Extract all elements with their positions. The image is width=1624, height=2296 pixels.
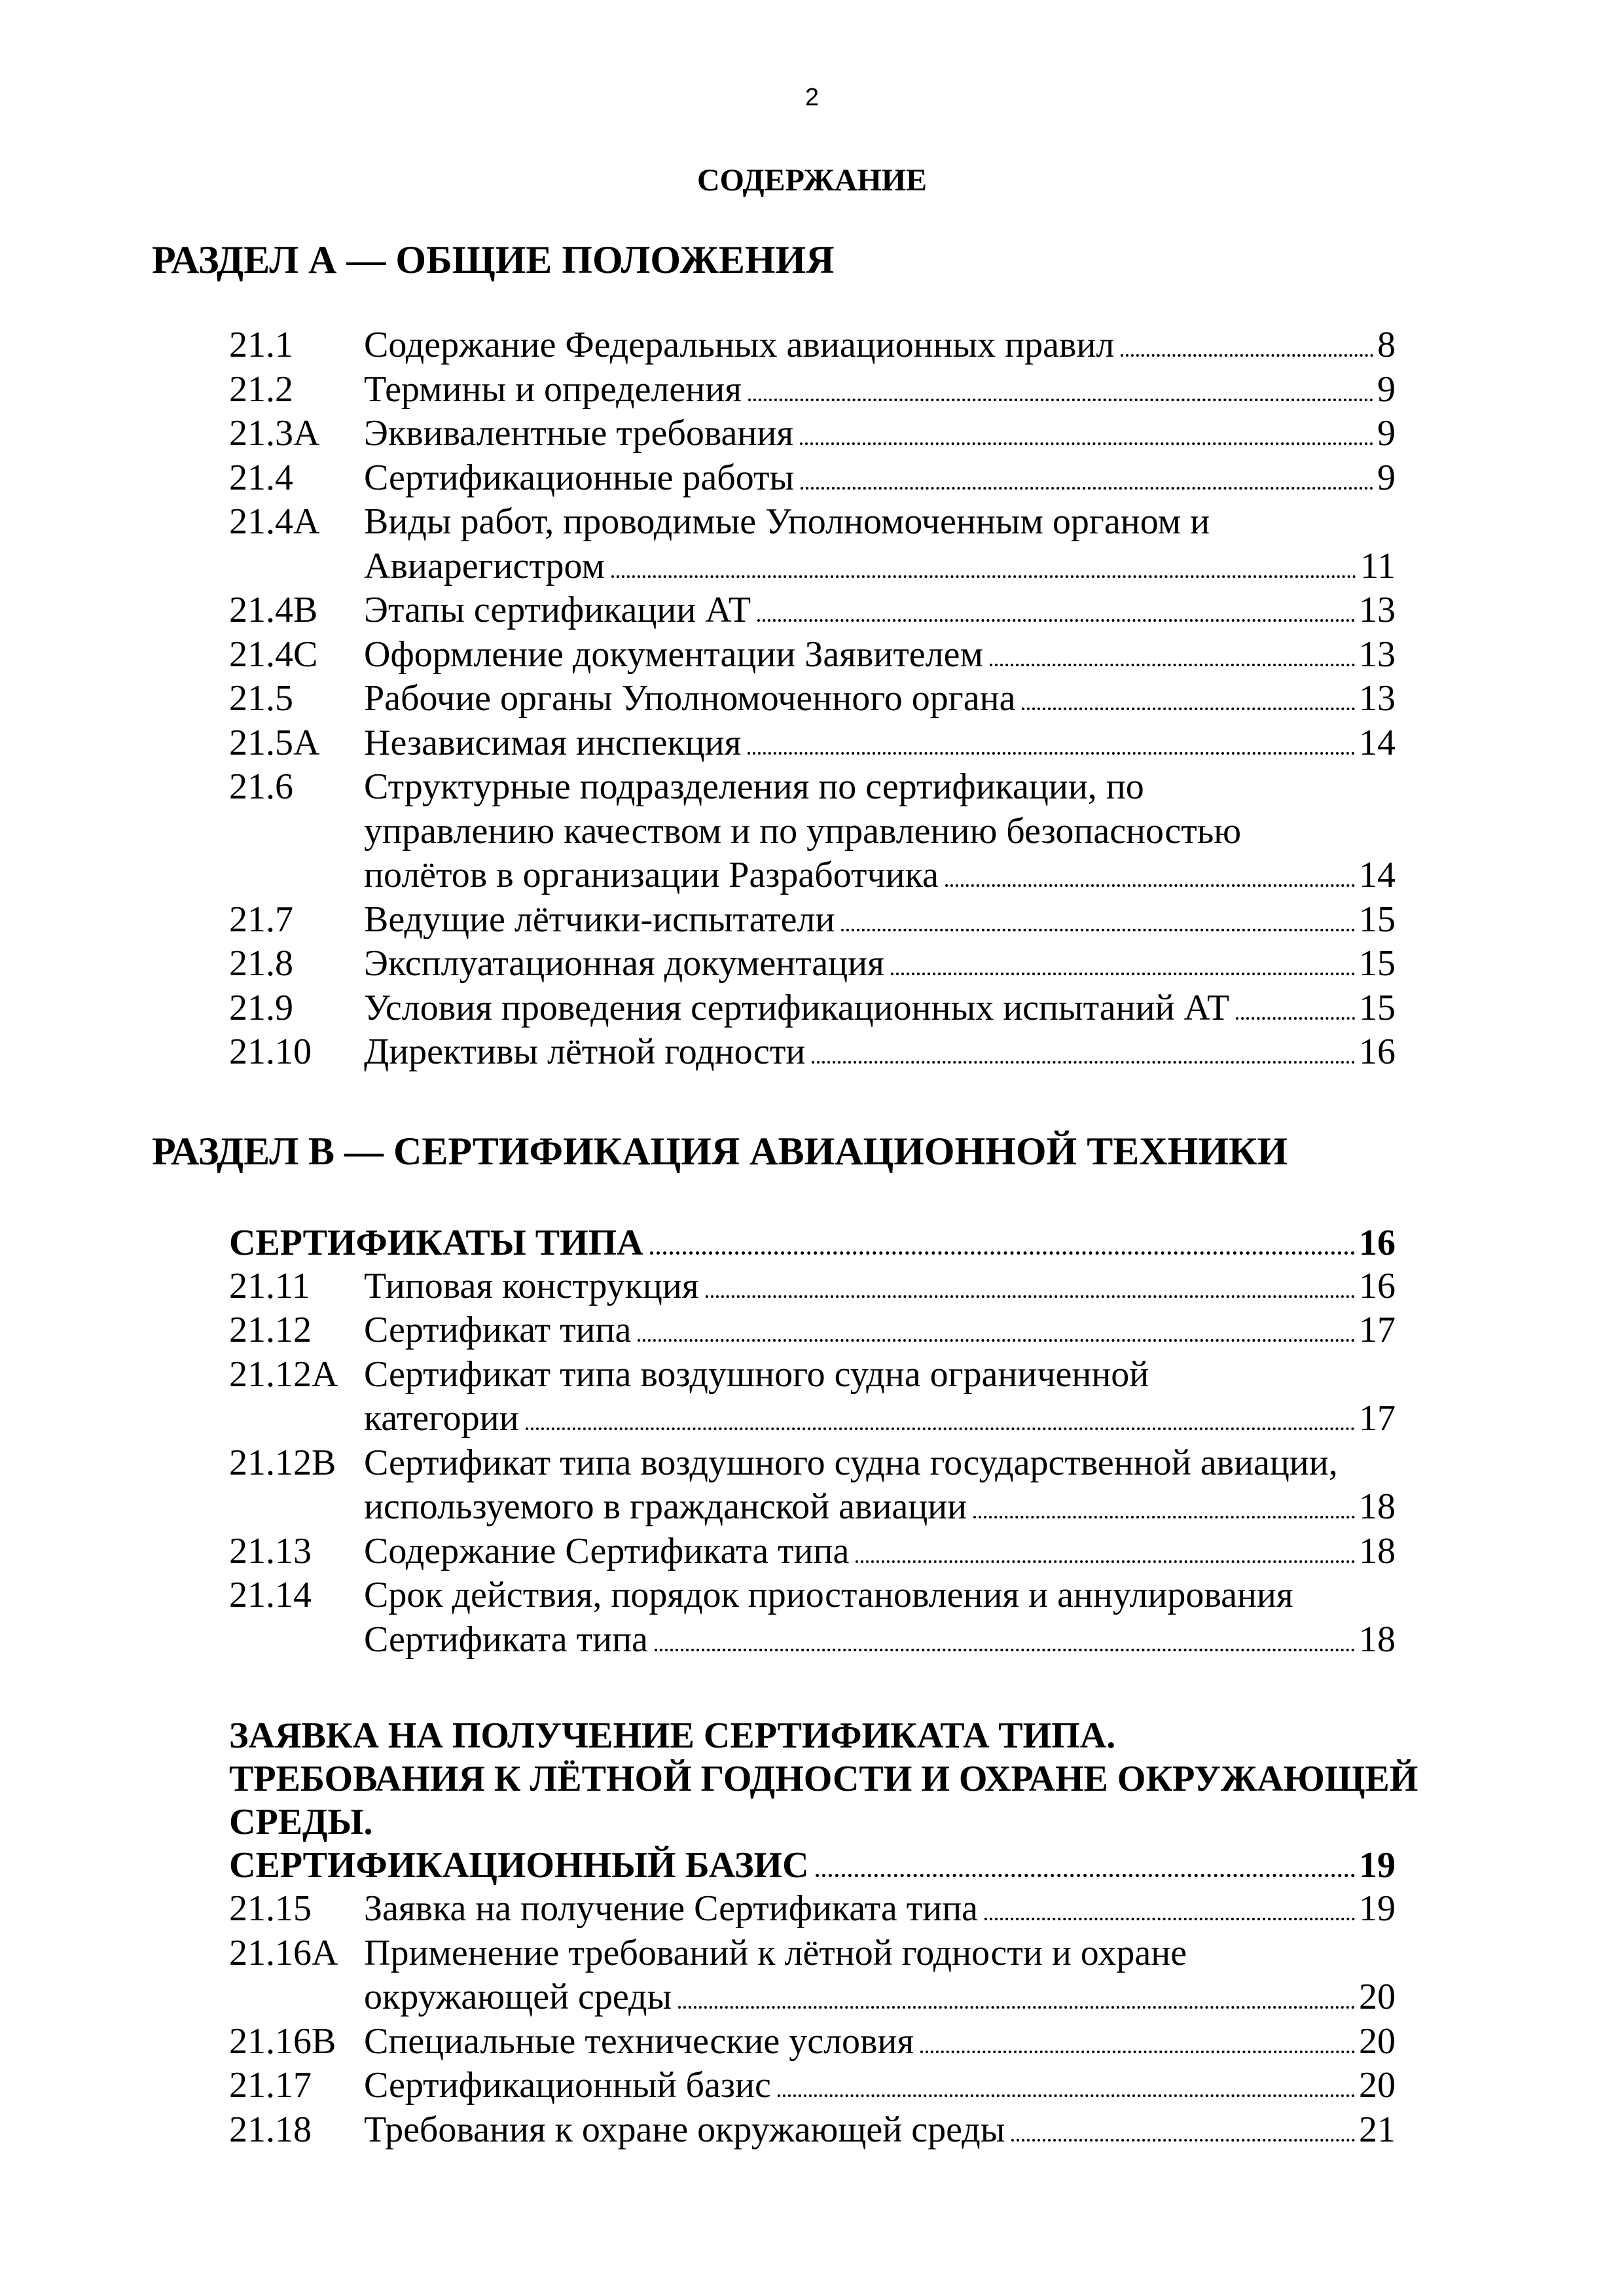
page-ref: 16 xyxy=(1359,1222,1396,1263)
group-heading-text: СРЕДЫ. xyxy=(229,1802,373,1842)
entry-line xyxy=(364,677,1396,721)
table-of-contents xyxy=(0,236,1624,2152)
entry-number: 21.16B xyxy=(229,2020,336,2062)
entry-body xyxy=(364,1887,1396,1931)
entry-number: 21.10 xyxy=(229,1031,312,1072)
dot-leader xyxy=(655,1649,1355,1651)
entry-number: 21.5A xyxy=(229,722,320,763)
entry-body xyxy=(364,1441,1396,1530)
entry-number: 21.6 xyxy=(229,766,293,807)
dot-leader xyxy=(801,487,1373,490)
page-ref: 15 xyxy=(1359,899,1396,940)
entry-title: Сертификат типа xyxy=(364,1310,632,1350)
dot-leader xyxy=(1022,708,1355,710)
group-heading-text: СЕРТИФИКАЦИОННЫЙ БАЗИС xyxy=(229,1845,809,1886)
entry-title: Содержание Сертификата типа xyxy=(364,1530,850,1571)
page-ref: 14 xyxy=(1359,855,1396,895)
toc-entry xyxy=(229,412,1396,456)
toc-entry xyxy=(229,942,1396,986)
entry-number: 21.8 xyxy=(229,943,293,984)
entry-title: Сертификационный базис xyxy=(364,2065,771,2106)
entry-number: 21.5 xyxy=(229,678,293,719)
entry-body xyxy=(364,942,1396,986)
dot-leader xyxy=(816,1874,1355,1877)
dot-leader xyxy=(650,1251,1355,1255)
entry-number: 21.13 xyxy=(229,1530,312,1571)
dot-leader xyxy=(1011,2139,1355,2142)
entry-body xyxy=(364,1308,1396,1353)
entry-title: Термины и определения xyxy=(364,368,742,410)
entry-number: 21.11 xyxy=(229,1265,310,1306)
entry-line xyxy=(364,1353,1396,1397)
entry-line xyxy=(364,1397,1396,1441)
entry-number: 21.17 xyxy=(229,2065,312,2106)
entry-title: Специальные технические условия xyxy=(364,2020,914,2062)
entry-line xyxy=(364,810,1396,854)
entry-line xyxy=(364,2064,1396,2108)
toc-entry xyxy=(229,456,1396,501)
entry-line xyxy=(364,1441,1396,1486)
entry-title: окружающей среды xyxy=(364,1977,672,2017)
dot-leader xyxy=(812,1061,1355,1064)
dot-leader xyxy=(1121,354,1373,357)
entry-number: 21.4 xyxy=(229,457,293,498)
group-heading xyxy=(229,1221,1396,1265)
toc-entry xyxy=(229,1441,1396,1530)
entry-line xyxy=(364,1265,1396,1309)
entry-line xyxy=(364,942,1396,986)
toc-entry xyxy=(229,1308,1396,1353)
page-number: 2 xyxy=(804,84,820,111)
dot-leader xyxy=(757,619,1355,622)
entry-line xyxy=(364,853,1396,898)
toc-entry xyxy=(229,898,1396,942)
entry-line xyxy=(364,1975,1396,2020)
entry-title: используемого в гражданской авиации xyxy=(364,1486,967,1527)
page-ref: 16 xyxy=(1359,1265,1396,1306)
group-heading-line xyxy=(229,1757,1473,1801)
dot-leader xyxy=(990,664,1355,666)
page-ref: 15 xyxy=(1359,943,1396,984)
entry-number: 21.4C xyxy=(229,634,318,675)
entry-title: Применение требований к лётной годности и охране xyxy=(364,1932,1187,1973)
toc-entry xyxy=(229,1887,1396,1931)
entry-line xyxy=(364,1530,1396,1574)
dot-leader xyxy=(678,2006,1355,2009)
dot-leader xyxy=(800,442,1373,445)
page-ref: 9 xyxy=(1377,457,1396,498)
toc-entry xyxy=(229,2108,1396,2153)
page-ref: 9 xyxy=(1377,413,1396,454)
entry-line xyxy=(364,2108,1396,2153)
entry-line xyxy=(364,2020,1396,2064)
dot-leader xyxy=(856,1560,1355,1563)
entry-title: Этапы сертификации АТ xyxy=(364,590,751,630)
entry-number: 21.4A xyxy=(229,501,320,542)
entry-line xyxy=(364,633,1396,677)
entry-number: 21.2 xyxy=(229,368,293,410)
entry-line xyxy=(364,1485,1396,1530)
entry-body xyxy=(364,323,1396,368)
entry-body xyxy=(364,500,1396,588)
entry-body xyxy=(364,633,1396,677)
entry-title: Директивы лётной годности xyxy=(364,1031,806,1072)
dot-leader xyxy=(945,884,1355,887)
entry-body xyxy=(364,677,1396,721)
entry-title: Содержание Федеральных авиационных правил xyxy=(364,325,1115,365)
page-ref: 13 xyxy=(1359,678,1396,719)
entry-title: Типовая конструкция xyxy=(364,1265,699,1306)
toc-entry xyxy=(229,677,1396,721)
entry-title: Рабочие органы Уполномоченного органа xyxy=(364,678,1016,719)
entry-title: Заявка на получение Сертификата типа xyxy=(364,1888,979,1929)
entry-title: Требования к охране окружающей среды xyxy=(364,2109,1005,2150)
entry-title: Сертификационные работы xyxy=(364,457,795,498)
entry-body xyxy=(364,368,1396,412)
group-heading-text: ЗАЯВКА НА ПОЛУЧЕНИЕ СЕРТИФИКАТА ТИПА. xyxy=(229,1715,1116,1756)
entry-line xyxy=(364,368,1396,412)
entry-body xyxy=(364,898,1396,942)
group-heading-text: ТРЕБОВАНИЯ К ЛЁТНОЙ ГОДНОСТИ И ОХРАНЕ ОКРУЖАЮЩЕЙ xyxy=(229,1759,1418,1799)
entry-line xyxy=(364,500,1396,545)
entry-body xyxy=(364,2020,1396,2064)
entry-title: Структурные подразделения по сертификации, по xyxy=(364,766,1144,807)
page-ref: 20 xyxy=(1359,2020,1396,2062)
entry-number: 21.7 xyxy=(229,899,293,940)
entry-number: 21.18 xyxy=(229,2109,312,2150)
toc-entry xyxy=(229,588,1396,633)
entry-body xyxy=(364,1530,1396,1574)
entry-title: Эксплуатационная документация xyxy=(364,943,884,984)
group-heading-line xyxy=(229,1221,1396,1265)
entry-body xyxy=(364,412,1396,456)
entry-body xyxy=(364,721,1396,766)
group-heading xyxy=(229,1714,1473,1887)
section-heading: РАЗДЕЛ В — СЕРТИФИКАЦИЯ АВИАЦИОННОЙ ТЕХНИКИ xyxy=(152,1129,1288,1173)
group-heading-text: СЕРТИФИКАТЫ ТИПА xyxy=(229,1222,643,1263)
dot-leader xyxy=(748,399,1373,401)
toc-entry xyxy=(229,368,1396,412)
toc-entry xyxy=(229,1030,1396,1075)
entry-body xyxy=(364,1030,1396,1075)
entry-body xyxy=(364,1931,1396,2020)
page-ref: 13 xyxy=(1359,590,1396,630)
toc-entry xyxy=(229,1530,1396,1574)
dot-leader xyxy=(706,1295,1355,1298)
entry-line xyxy=(364,412,1396,456)
entry-number: 21.4B xyxy=(229,590,318,630)
dot-leader xyxy=(611,575,1356,578)
entry-body xyxy=(364,588,1396,633)
page-ref: 17 xyxy=(1359,1398,1396,1439)
toc-entry xyxy=(229,765,1396,898)
entry-title: Авиарегистром xyxy=(364,545,605,586)
page-ref: 21 xyxy=(1359,2109,1396,2150)
toc-entry xyxy=(229,986,1396,1031)
entry-line xyxy=(364,1618,1396,1662)
toc-entry xyxy=(229,323,1396,368)
dot-leader xyxy=(920,2051,1355,2053)
toc-entry xyxy=(229,2064,1396,2108)
entry-title: Независимая инспекция xyxy=(364,722,742,763)
page-ref: 16 xyxy=(1359,1031,1396,1072)
entry-number: 21.9 xyxy=(229,987,293,1028)
group-heading-line xyxy=(229,1714,1473,1757)
toc-entry xyxy=(229,721,1396,766)
entry-line xyxy=(364,1308,1396,1353)
page-ref: 19 xyxy=(1359,1888,1396,1929)
entry-line xyxy=(364,898,1396,942)
entry-line xyxy=(364,1887,1396,1931)
page-ref: 19 xyxy=(1359,1845,1396,1886)
entry-line xyxy=(364,545,1396,589)
toc-entry xyxy=(229,2020,1396,2064)
entry-title: категории xyxy=(364,1398,519,1439)
page-ref: 17 xyxy=(1359,1310,1396,1350)
entry-body xyxy=(364,456,1396,501)
entry-body xyxy=(364,2064,1396,2108)
entry-title: Срок действия, порядок приостановления и аннулирования xyxy=(364,1575,1293,1615)
entry-title: Эквивалентные требования xyxy=(364,413,794,454)
entry-number: 21.1 xyxy=(229,325,293,365)
group-heading-line xyxy=(229,1844,1396,1887)
toc-entry xyxy=(229,1573,1396,1662)
page-ref: 13 xyxy=(1359,634,1396,675)
dot-leader xyxy=(891,973,1355,975)
page-ref: 9 xyxy=(1377,368,1396,410)
dot-leader xyxy=(526,1427,1355,1430)
entry-title: Сертификата типа xyxy=(364,1619,648,1660)
page-ref: 18 xyxy=(1359,1530,1396,1571)
entry-line xyxy=(364,721,1396,766)
entry-line xyxy=(364,588,1396,633)
toc-entry xyxy=(229,633,1396,677)
toc-entry xyxy=(229,500,1396,588)
page-ref: 20 xyxy=(1359,1977,1396,2017)
entry-title: Сертификат типа воздушного судна государственной авиации, xyxy=(364,1442,1338,1483)
entry-number: 21.16A xyxy=(229,1932,338,1973)
entry-number: 21.12B xyxy=(229,1442,336,1483)
entry-body xyxy=(364,1353,1396,1441)
page-ref: 18 xyxy=(1359,1619,1396,1660)
page-ref: 18 xyxy=(1359,1486,1396,1527)
entry-body xyxy=(364,1265,1396,1309)
entry-title: Сертификат типа воздушного судна ограниченной xyxy=(364,1354,1149,1395)
dot-leader xyxy=(984,1918,1355,1920)
entry-line xyxy=(364,765,1396,810)
toc-entry xyxy=(229,1265,1396,1309)
entry-line xyxy=(364,1573,1396,1618)
dot-leader xyxy=(973,1516,1355,1518)
dot-leader xyxy=(778,2094,1355,2097)
page-ref: 15 xyxy=(1359,987,1396,1028)
page-ref: 20 xyxy=(1359,2065,1396,2106)
dot-leader xyxy=(841,929,1355,931)
entry-title: Условия проведения сертификационных испытаний АТ xyxy=(364,987,1230,1028)
entry-number: 21.12 xyxy=(229,1310,312,1350)
entry-title: полётов в организации Разработчика xyxy=(364,855,939,895)
page-ref: 11 xyxy=(1360,545,1396,586)
entry-line xyxy=(364,986,1396,1031)
dot-leader xyxy=(638,1339,1355,1342)
entry-body xyxy=(364,2108,1396,2153)
entry-title: Оформление документации Заявителем xyxy=(364,634,983,675)
entry-line xyxy=(364,1931,1396,1976)
entry-body xyxy=(364,986,1396,1031)
entry-title: Виды работ, проводимые Уполномоченным органом и xyxy=(364,501,1210,542)
entry-number: 21.15 xyxy=(229,1888,312,1929)
entry-line xyxy=(364,1030,1396,1075)
toc-entry xyxy=(229,1931,1396,2020)
entry-body xyxy=(364,1573,1396,1662)
toc-entry xyxy=(229,1353,1396,1441)
entry-line xyxy=(364,323,1396,368)
entry-line xyxy=(364,456,1396,501)
dot-leader xyxy=(1236,1017,1355,1020)
dot-leader xyxy=(748,752,1355,755)
entry-number: 21.3A xyxy=(229,413,320,454)
section-heading: РАЗДЕЛ А — ОБЩИЕ ПОЛОЖЕНИЯ xyxy=(152,238,835,281)
entry-title: Ведущие лётчики-испытатели xyxy=(364,899,835,940)
group-heading-line xyxy=(229,1801,1473,1844)
entry-number: 21.12A xyxy=(229,1354,338,1395)
entry-title: управлению качеством и по управлению безопасностью xyxy=(364,810,1242,852)
entry-body xyxy=(364,765,1396,898)
page-title: СОДЕРЖАНИЕ xyxy=(696,163,928,198)
entry-number: 21.14 xyxy=(229,1575,312,1615)
page-ref: 14 xyxy=(1359,722,1396,763)
page-ref: 8 xyxy=(1377,325,1396,365)
